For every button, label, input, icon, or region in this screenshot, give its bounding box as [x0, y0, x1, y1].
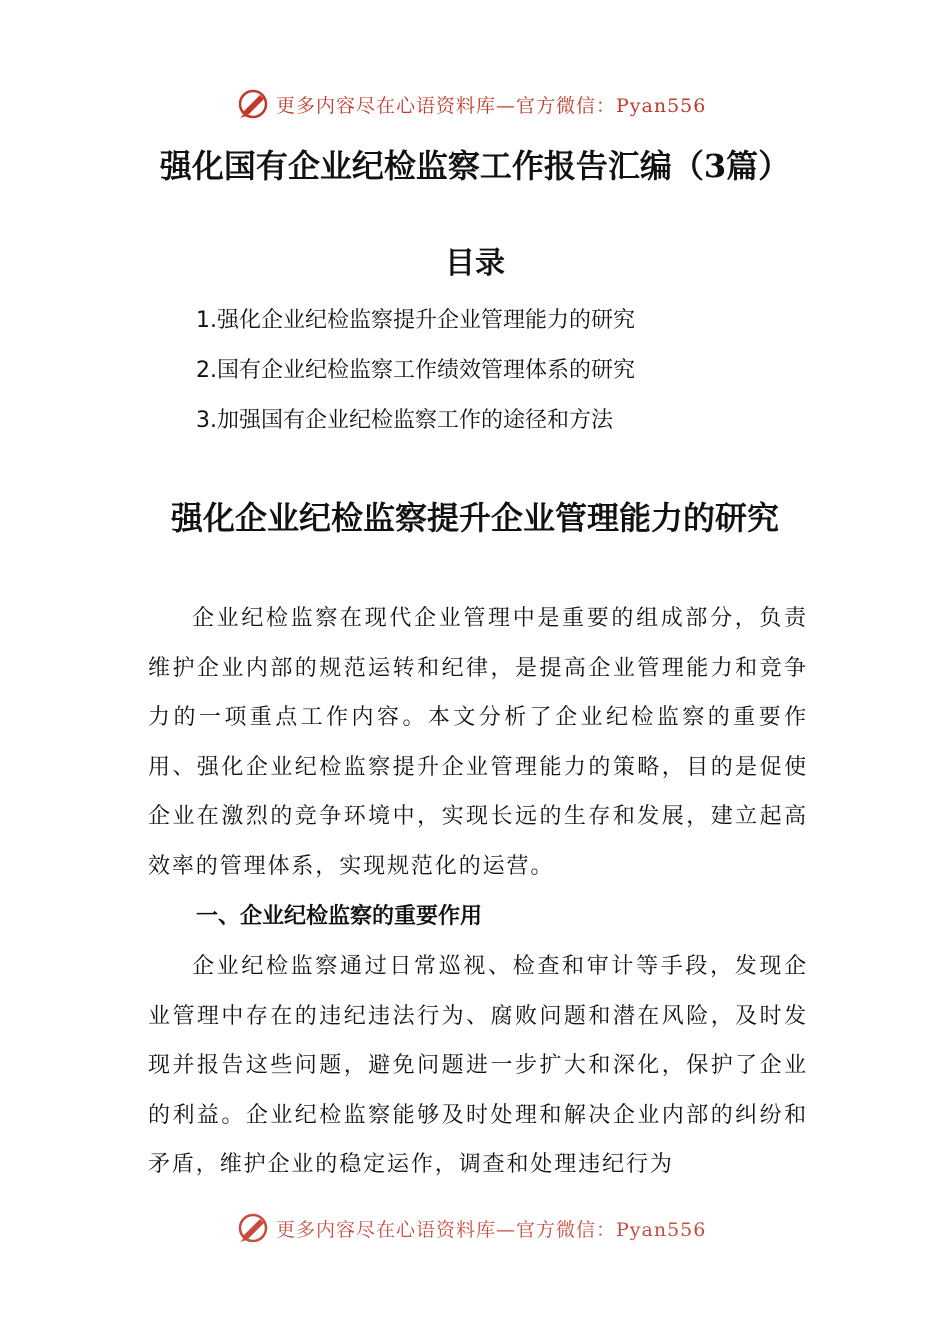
- toc-heading: 目录: [445, 246, 505, 281]
- table-of-contents: [196, 296, 816, 446]
- toc-item-2[interactable]: 2.国有企业纪检监察工作绩效管理体系的研究: [196, 358, 635, 383]
- footer-banner: [236, 1206, 756, 1242]
- subheading-importance: 一、企业纪检监察的重要作用: [196, 904, 483, 929]
- paragraph-intro: 企业纪检监察在现代企业管理中是重要的组成部分，负责维护企业内部的规范运转和纪律，是提高企业管理能力和竞争力的一项重点工作内容。本文分析了企业纪检监察的重要作用、强化企业纪检监察提升企业管理能力的策略，目的是促使企业在激烈的竞争环境中，实现长远的生存和发展，建立起高效率的管理体系，实现规范化的运营。: [148, 606, 808, 879]
- section-title: 强化企业纪检监察提升企业管理能力的研究: [170, 499, 779, 537]
- header-banner: [236, 86, 756, 122]
- toc-item-3[interactable]: 3.加强国有企业纪检监察工作的途径和方法: [196, 408, 613, 433]
- toc-item-1[interactable]: 1.强化企业纪检监察提升企业管理能力的研究: [196, 308, 635, 333]
- paragraph-importance: 企业纪检监察通过日常巡视、检查和审计等手段，发现企业管理中存在的违纪违法行为、腐败问题和潜在风险，及时发现并报告这些问题，避免问题进一步扩大和深化，保护了企业的利益。企业纪检监察能够及时处理和解决企业内部的纠纷和矛盾，维护企业的稳定运作，调查和处理违纪行为: [148, 954, 808, 1178]
- document-title: 强化国有企业纪检监察工作报告汇编（3篇）: [159, 147, 791, 185]
- header-banner-text: 更多内容尽在心语资料库—官方微信：Pyan556: [276, 94, 707, 117]
- footer-banner-text: 更多内容尽在心语资料库—官方微信：Pyan556: [276, 1218, 707, 1241]
- pen-logo-icon: [236, 87, 270, 121]
- pen-logo-icon: [236, 1211, 270, 1242]
